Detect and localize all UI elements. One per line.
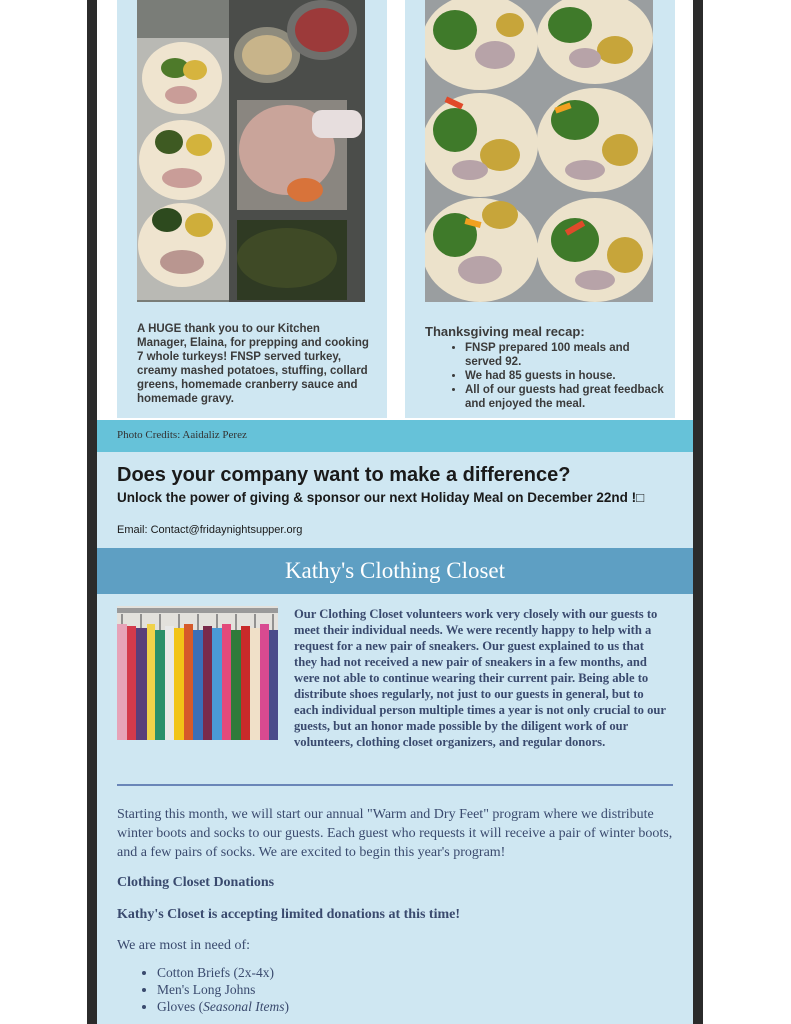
meals-photo [425, 0, 653, 302]
needs-item: • Men's Long Johns [157, 981, 457, 998]
sponsor-subheading: Unlock the power of giving & sponsor our next Holiday Meal on December 22nd !□ [117, 490, 645, 505]
warm-dry-feet-paragraph: Starting this month, we will start our annual "Warm and Dry Feet" program where we distribute winter boots and socks to our guests. Each guest who requests it will receive a pair of winter boots, and a few pairs of socks. We are excited to begin this year's program! [117, 807, 673, 860]
recap-list [425, 341, 665, 411]
needs-item-text: Gloves ( [157, 999, 204, 1014]
needs-item: • Cotton Briefs (2x-4x) [157, 964, 457, 981]
sponsor-section [97, 452, 693, 548]
closet-title: Kathy's Clothing Closet [284, 558, 506, 583]
needs-item-note: Seasonal Items [203, 999, 285, 1014]
closet-title-band [97, 548, 693, 594]
needs-intro: We are most in need of: [117, 938, 250, 953]
accepting-donations: Kathy's Closet is accepting limited donations at this time! [117, 907, 460, 922]
section-divider [117, 784, 673, 786]
donations-title: Clothing Closet Donations [117, 875, 275, 890]
sponsor-email[interactable]: Email: Contact@fridaynightsupper.org [117, 524, 303, 536]
sponsor-heading: Does your company want to make a difference? [117, 464, 571, 486]
kitchen-caption: A HUGE thank you to our Kitchen Manager, Elaina, for prepping and cooking 7 whole turkeys! FNSP served turkey, creamy mashed potatoes, stuffing, collard greens, homemade cranberry sauce and homemade gravy. [137, 323, 369, 405]
needs-item-tail: ) [284, 999, 289, 1014]
recap-item: • All of our guests had great feedback and enjoyed the meal. [465, 383, 665, 411]
kitchen-photo [137, 0, 365, 302]
recap-item: • FNSP prepared 100 meals and served 92. [465, 341, 665, 369]
clothing-rack-photo [117, 606, 278, 740]
closet-story: Our Clothing Closet volunteers work very closely with our guests to meet their individual needs. We were recently happy to help with a request for a new pair of sneakers. Our guest explained to us that they had not received a new pair of sneakers in a few months, and were not able to continue wearing their current pair. Being able to distribute shoes regularly, not just to our guests in general, but to each individual person multiple times a year is not only crucial to our guests, but an honor made possible by the diligent work of our volunteers, clothing closet organizers, and regular donors. [294, 607, 666, 749]
recap-title: Thanksgiving meal recap: [425, 324, 585, 339]
needs-list [117, 964, 457, 1015]
recap-item: • We had 85 guests in house. [465, 369, 665, 383]
photo-credits-band [97, 420, 693, 452]
meal-recap [425, 324, 665, 411]
photo-credits: Photo Credits: Aaidaliz Perez [117, 429, 247, 441]
needs-item [157, 998, 457, 1015]
